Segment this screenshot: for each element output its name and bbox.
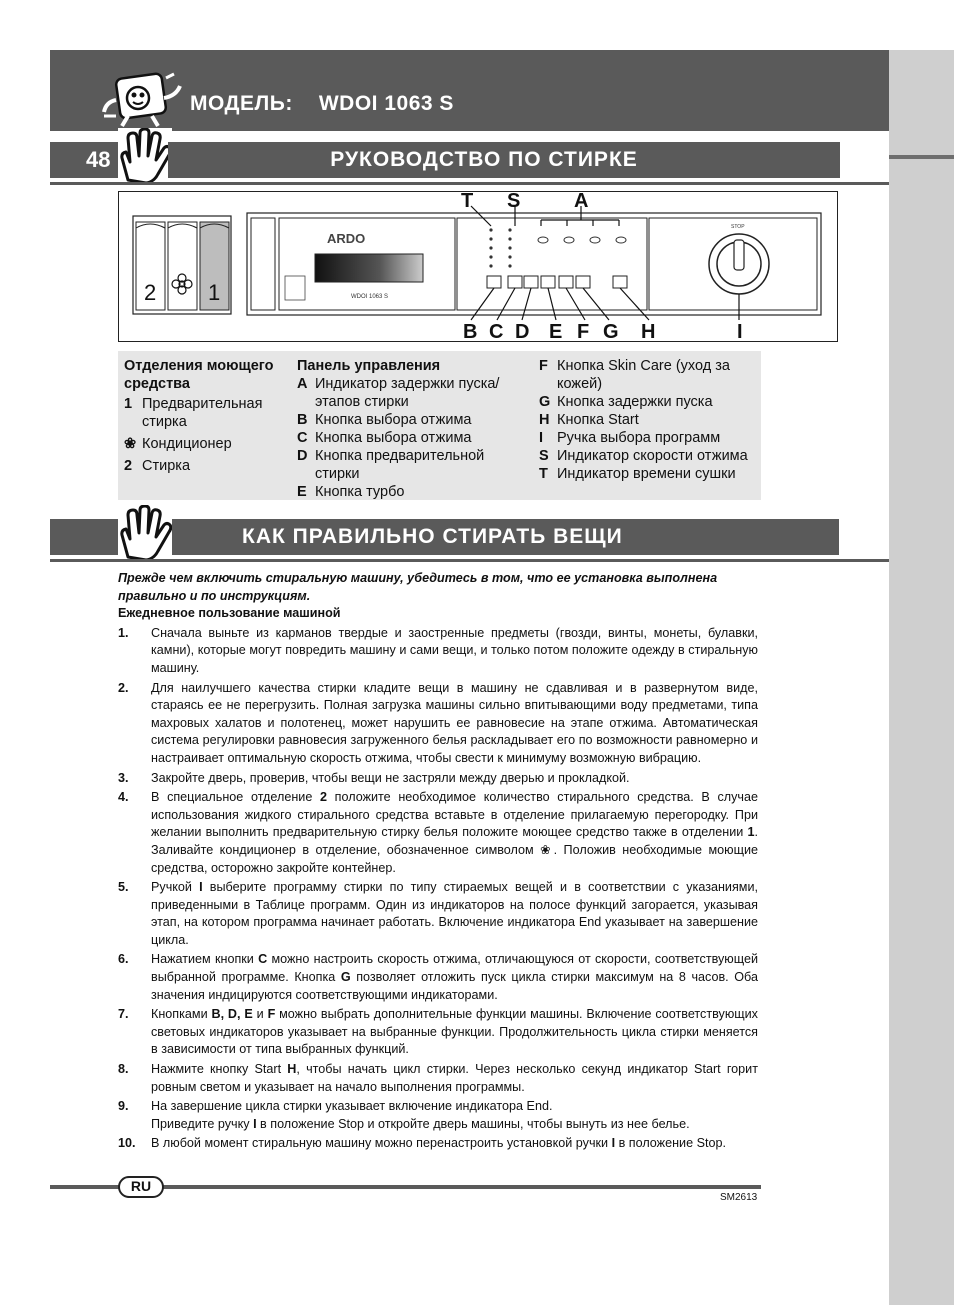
item-text: Ручкой I выберите программу стирки по типу стираемых вещей и в соответствии с указаниями, приведенными в Таблице программ. Один из индикаторов на полосе функций загорается, указывая этап, на котором программа начинает работать. Включение индикатора End указывает на завершение цикла. [151, 880, 758, 947]
item-text: На завершение цикла стирки указывает включение индикатора End. Приведите ручку I в положение Stop и откройте дверь машины, чтобы вынуть из нее белье. [151, 1099, 690, 1131]
panel-brand: ARDO [327, 231, 366, 246]
instruction-item [118, 789, 758, 877]
model-label: МОДЕЛЬ: [190, 92, 293, 115]
guide-title-bar [168, 142, 840, 178]
item-number: 10. [118, 1136, 136, 1151]
item-number: 4. [118, 790, 129, 805]
legend-item: G Кнопка задержки пуска [539, 394, 713, 410]
item-number: 5. [118, 880, 129, 895]
item-text: Закройте дверь, проверив, чтобы вещи не застряли между дверью и прокладкой. [151, 770, 630, 785]
item-number: 7. [118, 1007, 129, 1022]
legend-item: F Кнопка Skin Care (уход за кожей) [539, 358, 730, 392]
instruction-item [118, 951, 758, 1004]
legend-item: S Индикатор скорости отжима [539, 448, 748, 464]
label-C: C [489, 321, 504, 343]
legend-item: ❀ Кондиционер [124, 436, 232, 452]
section-title: КАК ПРАВИЛЬНО СТИРАТЬ ВЕЩИ [242, 525, 623, 548]
guide-title: РУКОВОДСТВО ПО СТИРКЕ [330, 148, 638, 171]
item-text: Кнопками B, D, E и F можно выбрать дополнительные функции машины. Включение соответствующих световых индикаторов указывает на выбранные функции. Продолжительность цикла стирки меняется в зависимости от типа выбранных функций. [151, 1007, 758, 1057]
language-badge: RU [118, 1176, 164, 1198]
item-text: Сначала выньте из карманов твердые и заостренные предметы (гвозди, винты, монеты, булавки, камни), которые могут повредить машину и сами вещи, и только потом положите одежду в стиральную машину. [151, 625, 758, 675]
legend-item: A Индикатор задержки пуска/ этапов стирки [297, 376, 500, 410]
legend-item: E Кнопка турбо [297, 484, 405, 500]
control-panel-diagram [118, 191, 838, 342]
item-text: В специальное отделение 2 положите необходимое количество стирального средства. В случае использования жидкого стирального средства вставьте в отделение прилагаемую перегородку. При желании выполнить предварительную стирку белья положите моющее средство также в отделении 1. Заливайте кондиционер в отделение, обозначенное символом ❀. Положив необходимые моющие средства, осторожно закройте контейнер. [151, 790, 758, 875]
legend-col-extra [539, 357, 759, 483]
instruction-item [118, 1061, 758, 1096]
legend-col-panel [297, 357, 527, 501]
washing-machine-mascot-icon [100, 70, 186, 128]
section-underline [50, 559, 889, 562]
legend-heading-detergent: Отделения моющего средства [124, 358, 274, 392]
legend-item: B Кнопка выбора отжима [297, 412, 472, 428]
instruction-item [118, 625, 758, 678]
right-margin-strip [889, 50, 954, 1305]
label-D: D [515, 321, 530, 343]
model-title [190, 92, 454, 116]
intro-paragraph: Прежде чем включить стиральную машину, убедитесь в том, что ее установка выполнена правильно и по инструкциям. [118, 571, 718, 603]
label-I: I [737, 321, 743, 343]
label-S: S [507, 190, 521, 212]
item-text: В любой момент стиральную машину можно перенастроить установкой ручки I в положение Stop. [151, 1136, 726, 1151]
label-H: H [641, 321, 656, 343]
panel-model: WDOI 1063 S [351, 294, 389, 300]
legend-item: C Кнопка выбора отжима [297, 430, 472, 446]
guide-underline [50, 182, 889, 185]
legend-item: 2 Стирка [124, 458, 191, 474]
item-number: 9. [118, 1099, 129, 1114]
instruction-item [118, 879, 758, 949]
label-B: B [463, 321, 478, 343]
label-E: E [549, 321, 563, 343]
label-A: A [574, 190, 589, 212]
instruction-item [118, 1006, 758, 1059]
legend-item: H Кнопка Start [539, 412, 639, 428]
hand-icon [118, 505, 172, 561]
label-G: G [603, 321, 619, 343]
item-text: Для наилучшего качества стирки кладите вещи в машину не сдавливая и в развернутом виде, стараясь ее не перегрузить. Полная загрузка машины сильно впитывающими воду предметами, типа махровых халатов и полотенец, может нарушить ее равновесие на этапе отжима. Автоматическая система регулировки равновесия загруженного белья раскладывает его по возможности равномерно и настраивает оптимальную скорость отжима, чтобы свести к минимуму возможную вибрацию. [151, 680, 758, 765]
legend-item: D Кнопка предварительной стирки [297, 448, 485, 482]
item-number: 1. [118, 625, 129, 640]
item-text: Нажмите кнопку Start H, чтобы начать цикл стирки. Через несколько секунд индикатор Start горит ровным светом и указывает на начало выполнения программы. [151, 1062, 758, 1094]
subheading: Ежедневное пользование машиной [118, 606, 341, 621]
instruction-item [118, 770, 758, 788]
instruction-item [118, 1098, 758, 1133]
item-number: 6. [118, 952, 129, 967]
hand-icon [118, 128, 172, 184]
instructions-body [118, 570, 758, 1153]
legend-item: 1 Предварительная стирка [124, 396, 263, 430]
legend-item: I Ручка выбора программ [539, 430, 721, 446]
instruction-item [118, 1135, 758, 1153]
flower-icon: ❀ [124, 436, 137, 452]
item-number: 2. [118, 680, 129, 695]
control-panel-svg [119, 192, 836, 340]
legend-col-detergent [124, 357, 284, 475]
legend-heading-panel: Панель управления [297, 358, 441, 374]
drawer-label-2: 2 [144, 280, 157, 305]
item-number: 3. [118, 770, 129, 785]
item-number: 8. [118, 1062, 129, 1077]
diagram-legend [118, 351, 761, 500]
right-strip-rule [889, 155, 954, 159]
drawer-label-1: 1 [208, 280, 221, 305]
label-F: F [577, 321, 590, 343]
knob-label: STOP [731, 224, 745, 230]
page-number: 48 [86, 147, 111, 172]
label-T: T [461, 190, 474, 212]
model-value: WDOI 1063 S [318, 92, 454, 115]
instruction-item [118, 680, 758, 768]
instruction-list [118, 625, 758, 1153]
legend-item: T Индикатор времени сушки [539, 466, 736, 482]
item-text: Нажатием кнопки C можно настроить скорость отжима, отличающуюся от скорости, соответствующей выбранной программе. Кнопка G позволяет отложить пуск цикла стирки максимум на 8 часов. Оба значения индицируются соответствующими индикаторами. [151, 952, 758, 1002]
document-code: SM2613 [720, 1192, 758, 1203]
